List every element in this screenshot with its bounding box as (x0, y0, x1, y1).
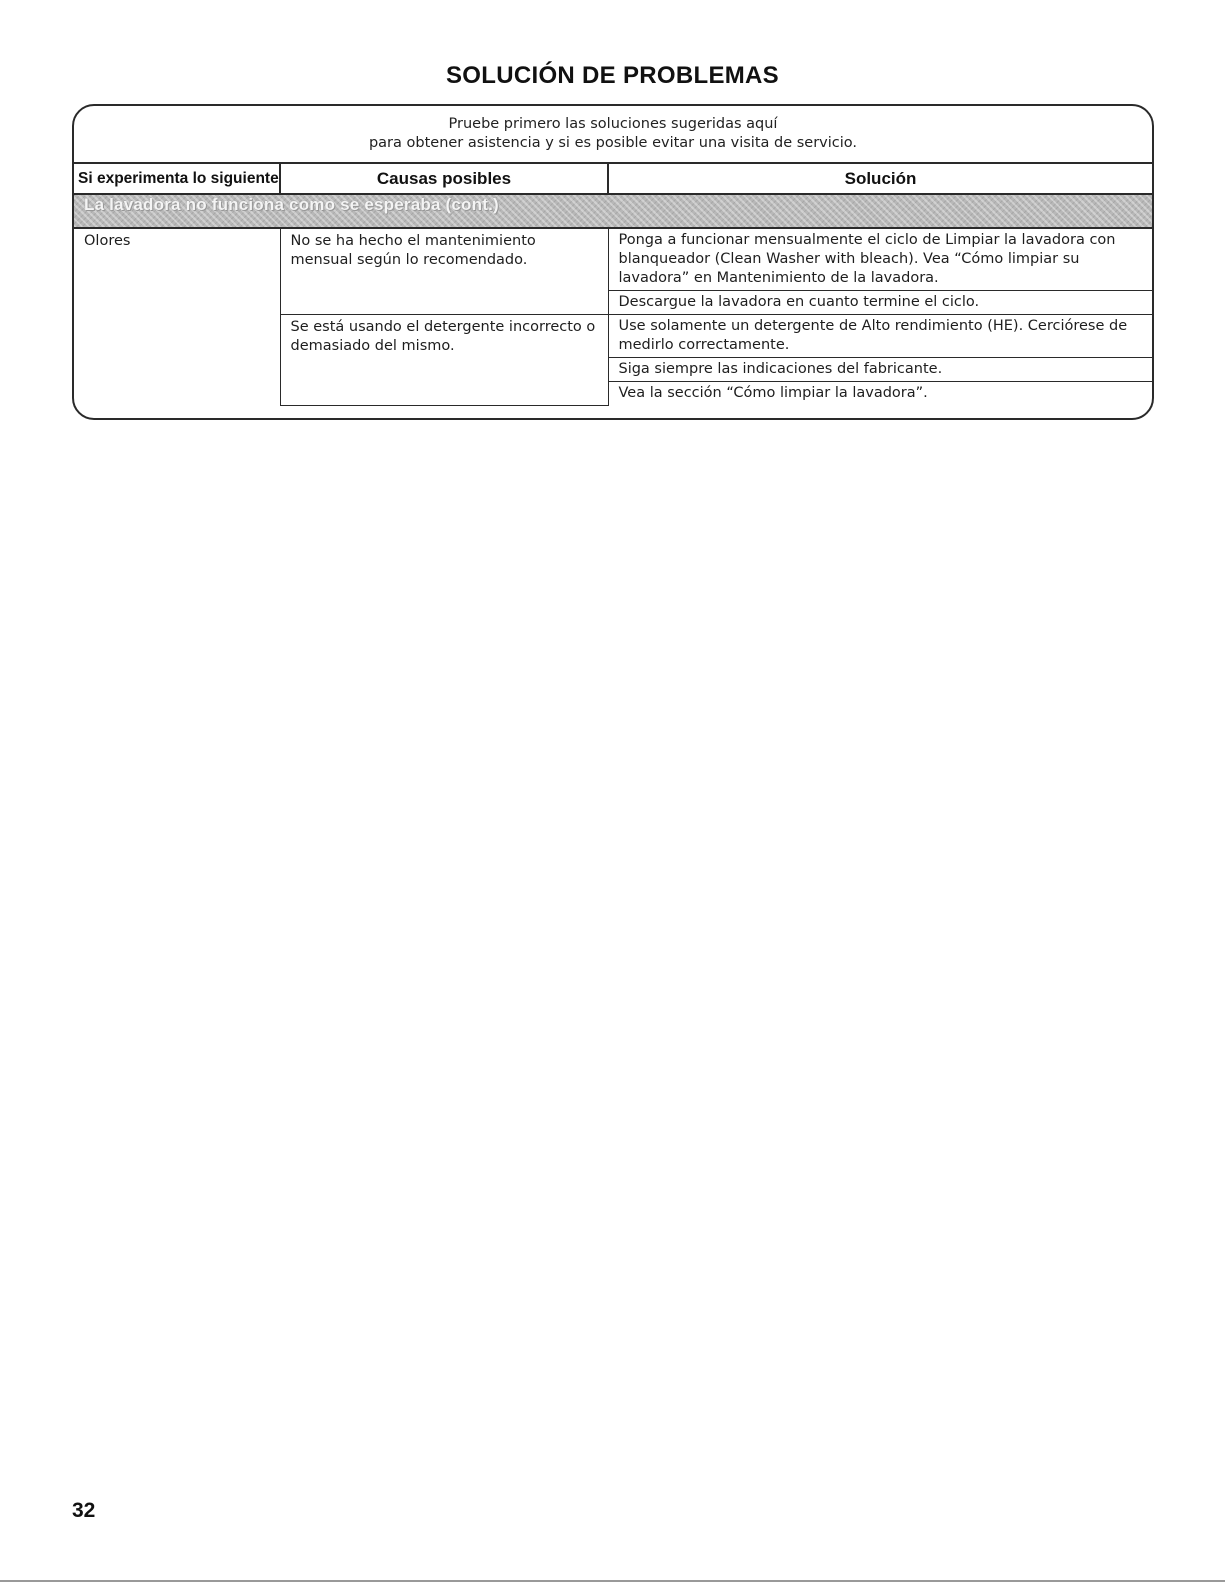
page-title: SOLUCIÓN DE PROBLEMAS (446, 62, 779, 89)
bottom-divider (0, 1580, 1225, 1582)
header-solution: Solución (608, 164, 1152, 194)
solution-cell: Use solamente un detergente de Alto rendimiento (HE). Cerciórese de medirlo correctamente. (608, 315, 1152, 358)
solution-cell: Ponga a funcionar mensualmente el ciclo de Limpiar la lavadora con blanqueador (Clean Washer with bleach). Vea “Cómo limpiar su lavadora” en Mantenimiento de la lavadora. (608, 228, 1152, 291)
symptom-cell: Olores (74, 228, 280, 405)
section-title: La lavadora no funciona como se esperaba (cont.) (74, 194, 1152, 228)
troubleshooting-table (74, 164, 1152, 406)
solution-cell: Descargue la lavadora en cuanto termine el ciclo. (608, 291, 1152, 315)
cause-cell: Se está usando el detergente incorrecto o demasiado del mismo. (280, 315, 608, 406)
section-row (74, 194, 1152, 228)
intro-text (74, 106, 1152, 164)
solution-cell: Siga siempre las indicaciones del fabricante. (608, 358, 1152, 382)
header-symptom: Si experimenta lo siguiente (74, 164, 280, 194)
page-number: 32 (72, 1499, 96, 1522)
solution-cell: Vea la sección “Cómo limpiar la lavadora”. (618, 385, 928, 401)
cause-cell: No se ha hecho el mantenimiento mensual según lo recomendado. (280, 228, 608, 315)
intro-line-2: para obtener asistencia y si es posible evitar una visita de servicio. (368, 135, 858, 151)
header-causes: Causas posibles (280, 164, 608, 194)
intro-line-1: Pruebe primero las soluciones sugeridas aquí (448, 116, 778, 132)
table-row (74, 228, 1152, 291)
troubleshooting-panel (72, 104, 1154, 420)
table-header-row (74, 164, 1152, 194)
